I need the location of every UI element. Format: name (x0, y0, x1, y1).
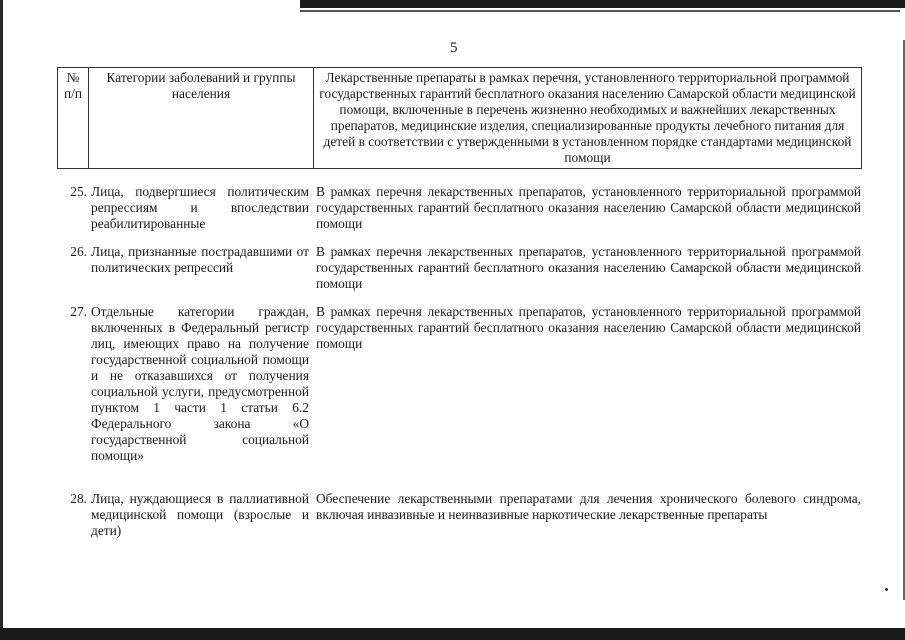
row-number: 26. (70, 244, 87, 259)
row-number: 25. (70, 184, 87, 199)
scan-border-left (0, 0, 3, 640)
scan-border-top (300, 0, 905, 8)
table-row (57, 491, 861, 539)
table-row (57, 244, 861, 292)
table-row (57, 184, 861, 232)
row-number: 28. (70, 491, 87, 506)
table-header (57, 67, 862, 169)
scan-speck (885, 588, 888, 591)
table-row (57, 304, 861, 464)
row-medicines: В рамках перечня лекарственных препаратов, установленного территориальной программой государственных гарантий бесплатного оказания населению Самарской области медицинской помощи (316, 244, 861, 291)
header-medicines: Лекарственные препараты в рамках перечня, установленного территориальной программой государственных гарантий бесплатного оказания населению Самарской области медицинской помощи, включенные в перечень жизненно необходимых и важнейших лекарственных препаратов, медицинские изделия, специализированные продукты лечебного питания для детей в соответствии с утвержденными в установленном порядке стандартами медицинской помощи (314, 68, 862, 169)
row-medicines: В рамках перечня лекарственных препаратов, установленного территориальной программой государственных гарантий бесплатного оказания населению Самарской области медицинской помощи (316, 184, 861, 231)
row-medicines: В рамках перечня лекарственных препаратов, установленного территориальной программой государственных гарантий бесплатного оказания населению Самарской области медицинской помощи (316, 304, 861, 351)
row-category: Лица, нуждающиеся в паллиативной медицинской помощи (взрослые и дети) (91, 491, 309, 538)
row-category: Лица, признанные пострадавшими от политических репрессий (91, 244, 309, 275)
page-number: 5 (450, 40, 458, 56)
header-no: № п/п (58, 68, 89, 169)
row-number: 27. (70, 304, 87, 319)
scan-border-bottom (0, 628, 905, 640)
header-category: Категории заболеваний и группы населения (89, 68, 314, 169)
row-category: Отдельные категории граждан, включенных в Федеральный регистр лиц, имеющих право на получение государственной социальной помощи и не отказавшихся от получения социальной услуги, предусмотренной пунктом 1 части 1 статьи 6.2 Федерального закона «О государственной социальной помощи» (91, 304, 309, 463)
row-category: Лица, подвергшиеся политическим репрессиям и впоследствии реабилитированные (91, 184, 309, 231)
scan-border-top-thin (300, 10, 900, 12)
row-medicines: Обеспечение лекарственными препаратами для лечения хронического болевого синдрома, включая инвазивные и неинвазивные наркотические лекарственные препараты (316, 491, 861, 522)
